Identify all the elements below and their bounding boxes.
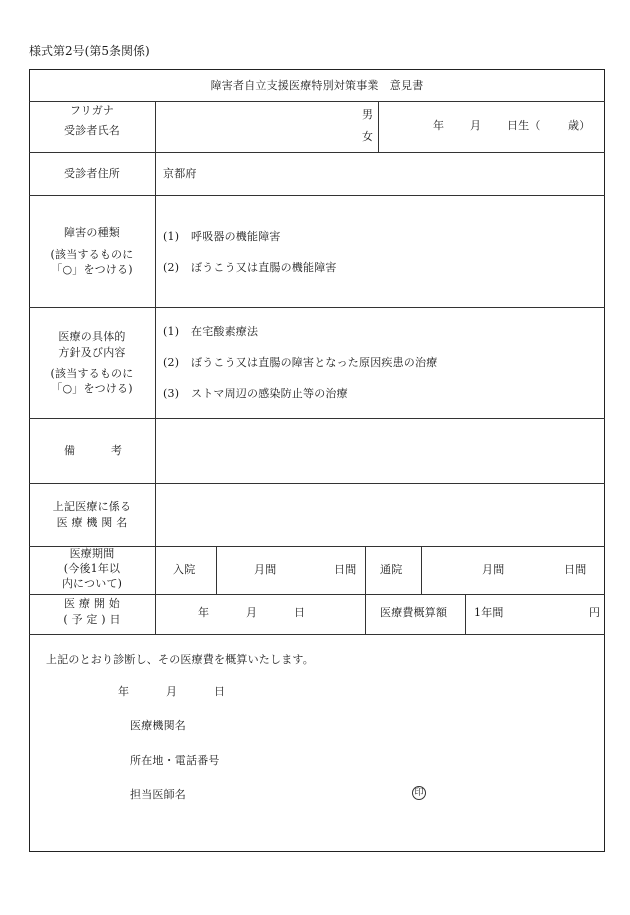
rule-name <box>29 152 605 153</box>
cost-estimate-label: 医療費概算額 <box>380 606 448 619</box>
rule-mid-divider <box>365 546 366 634</box>
policy-option-num[interactable]: (1) <box>163 325 180 338</box>
rule-disability <box>29 307 605 308</box>
period-label-1: 医療期間 <box>69 547 115 560</box>
rule-label-column <box>155 101 156 634</box>
disability-option-text[interactable]: 呼吸器の機能障害 <box>191 230 281 243</box>
address-label: 受診者住所 <box>64 167 120 180</box>
age-label: 歳） <box>568 119 591 132</box>
rule-period <box>29 594 605 595</box>
inpatient-months: 月間 <box>254 563 277 576</box>
policy-option-text[interactable]: ぼうこう又は直腸の障害となった原因疾患の治療 <box>191 356 438 369</box>
outpatient-label: 通院 <box>380 563 403 576</box>
remarks-label-a: 備 <box>64 444 76 457</box>
start-day: 日 <box>294 606 306 619</box>
policy-label-2: 方針及び内容 <box>58 346 126 359</box>
policy-label-1: 医療の具体的 <box>58 330 126 343</box>
start-label-1: 医 療 開 始 <box>64 597 120 610</box>
policy-option-num[interactable]: (2) <box>163 356 180 369</box>
start-month: 月 <box>246 606 258 619</box>
footer-year: 年 <box>118 685 130 698</box>
doctor-name-label: 担当医師名 <box>130 788 186 801</box>
form-number: 様式第2号(第5条関係) <box>29 44 150 58</box>
period-label-2: (今後1年以 <box>63 562 121 575</box>
institution-name-label: 医療機関名 <box>130 719 186 732</box>
cost-yen: 円 <box>589 606 601 619</box>
rule-birth-divider <box>378 101 379 152</box>
remarks-label-b: 考 <box>111 444 123 457</box>
start-label-2: ( 予 定 ) 日 <box>63 613 121 626</box>
outpatient-days: 日間 <box>564 563 587 576</box>
form-frame <box>29 69 605 852</box>
institution-label-2: 医 療 機 関 名 <box>56 516 128 529</box>
sex-male[interactable]: 男 <box>362 108 374 121</box>
start-year: 年 <box>198 606 210 619</box>
institution-label-1: 上記医療に係る <box>52 500 132 513</box>
rule-policy <box>29 418 605 419</box>
sex-female[interactable]: 女 <box>362 130 374 143</box>
disability-label: 障害の種類 <box>64 226 120 239</box>
diagnosis-statement: 上記のとおり診断し、その医療費を概算いたします。 <box>46 653 314 666</box>
inpatient-days: 日間 <box>334 563 357 576</box>
rule-cost-divider <box>465 594 466 634</box>
rule-institution <box>29 546 605 547</box>
policy-option-num[interactable]: (3) <box>163 387 180 400</box>
outpatient-months: 月間 <box>482 563 505 576</box>
policy-option-text[interactable]: ストマ周辺の感染防止等の治療 <box>191 387 348 400</box>
birth-month-label: 月 <box>470 119 482 132</box>
rule-remarks <box>29 483 605 484</box>
seal-stamp: 印 <box>412 786 426 800</box>
address-value[interactable]: 京都府 <box>163 167 197 180</box>
cost-per-year: 1年間 <box>474 606 504 619</box>
furigana-label: フリガナ <box>69 104 115 117</box>
rule-start <box>29 634 605 635</box>
disability-note-1: (該当するものに <box>50 248 134 261</box>
address-phone-label: 所在地・電話番号 <box>130 754 220 767</box>
disability-note-2: 「○」をつける) <box>51 263 133 276</box>
disability-option-num[interactable]: (2) <box>163 261 180 274</box>
rule-outpatient-divider <box>421 546 422 594</box>
birth-day-label: 日生（ <box>507 119 541 132</box>
footer-month: 月 <box>166 685 178 698</box>
birth-year-label: 年 <box>433 119 445 132</box>
inpatient-label: 入院 <box>173 563 196 576</box>
rule-inpatient-divider <box>216 546 217 594</box>
form-title: 障害者自立支援医療特別対策事業 意見書 <box>210 79 424 92</box>
policy-note-2: 「○」をつける) <box>51 382 133 395</box>
disability-option-text[interactable]: ぼうこう又は直腸の機能障害 <box>191 261 337 274</box>
policy-note-1: (該当するものに <box>50 367 134 380</box>
rule-address <box>29 195 605 196</box>
disability-option-num[interactable]: (1) <box>163 230 180 243</box>
period-label-3: 内について) <box>61 577 123 590</box>
footer-day: 日 <box>214 685 226 698</box>
patient-name-label: 受診者氏名 <box>64 124 120 137</box>
rule-title <box>29 101 605 102</box>
policy-option-text[interactable]: 在宅酸素療法 <box>191 325 259 338</box>
